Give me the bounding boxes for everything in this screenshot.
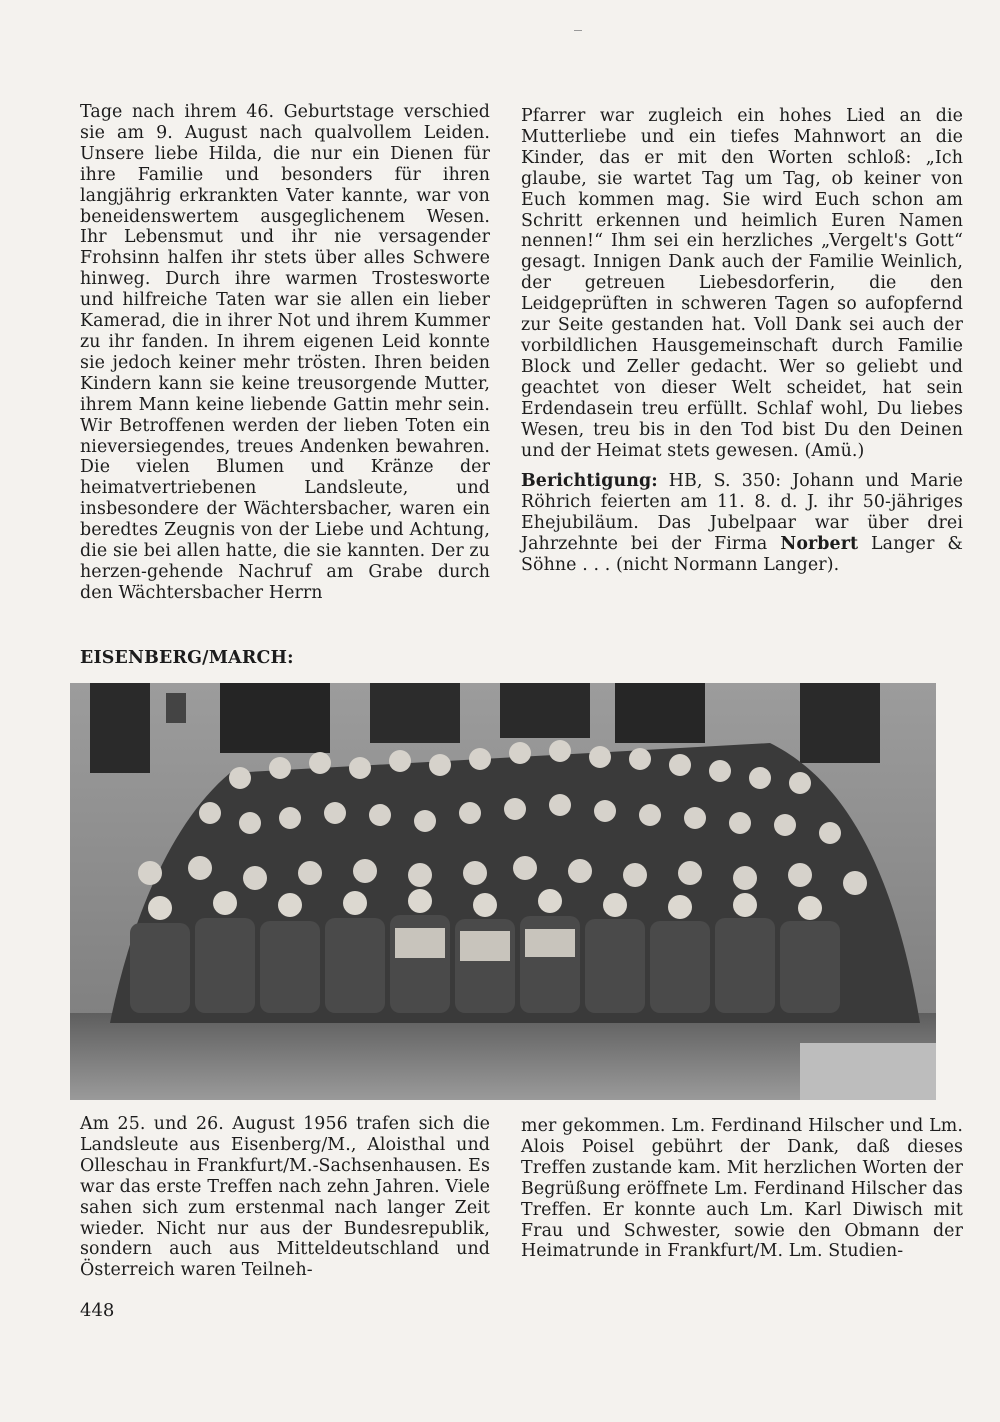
meeting-column-left (80, 1114, 490, 1281)
group-photo-icon (70, 683, 936, 1100)
obituary-column-left (80, 102, 490, 604)
scan-mark (574, 30, 582, 31)
obituary-column-right (521, 106, 963, 576)
obituary-text-right: Pfarrer war zugleich ein hohes Lied an die Mutterliebe und ein tiefes Mahnwort an die Kinder, das er mit den Worten schloß: „Ich glaube, sie wartet Tag um Tag, ob keiner von Euch kommen mag. Sie wird Euch schon am Schritt erkennen und heimlich Euren Namen nennen!“ Ihm sei ein herzliches „Vergelt's Gott“ gesagt. Innigen Dank auch der Familie Weinlich, der getreuen Liebesdorferin, die den Leidgeprüften in schweren Tagen so aufopfernd zur Seite gestanden hat. Voll Dank sei auch der vorbildlichen Hausgemeinschaft durch Familie Block und Zeller gedacht. Wer so geliebt und geachtet von dieser Welt scheidet, hat sein Erdendasein treu erfüllt. Schlaf wohl, Du liebes Wesen, treu bis in den Tod bist Du den Deinen und der Heimat stets gewesen. (Amü.) (521, 106, 963, 461)
meeting-column-right (521, 1116, 963, 1262)
section-heading: EISENBERG/MARCH: (80, 648, 294, 668)
correction-firm-name: Norbert (780, 534, 859, 555)
meeting-text-right: mer gekommen. Lm. Ferdinand Hilscher und Lm. Alois Poisel gebührt der Dank, daß dieses Treffen zustande kam. Mit herzlichen Worten der Begrüßung eröffnete Lm. Ferdinand Hilscher das Treffen. Er konnte auch Lm. Karl Diwisch mit Frau und Schwester, sowie den Obmann der Heimatrunde in Frankfurt/M. Lm. Studien- (521, 1116, 963, 1262)
correction-text-a: HB, S. 350: Johann und Marie Röhrich feierten am 11. 8. d. J. ihr 50-jähriges Ehejubiläum. Das Jubelpaar war über drei Jahrzehnte bei der Firma (521, 471, 963, 555)
meeting-text-left: Am 25. und 26. August 1956 trafen sich die Landsleute aus Eisenberg/M., Aloisthal und Olleschau in Frankfurt/M.-Sachsenhausen. Es war das erste Treffen nach zehn Jahren. Viele sahen sich zum erstenmal nach langer Zeit wieder. Nicht nur aus der Bundesrepublik, sondern auch aus Mitteldeutschland und Österreich waren Teilneh- (80, 1114, 490, 1281)
obituary-text-left: Tage nach ihrem 46. Geburtstage verschied sie am 9. August nach qualvollem Leiden. Unsere liebe Hilda, die nur ein Dienen für ihre Familie und besonders für ihren langjährig erkrankten Vater kannte, war von beneidenswertem ausgeglichenem Wesen. Ihr Lebensmut und ihr nie versagender Frohsinn halfen ihr stets über alles Schwere hinweg. Durch ihre warmen Trostesworte und hilfreiche Taten war sie allen ein lieber Kamerad, die in ihrer Not und ihrem Kummer zu ihr fanden. In ihrem eigenen Leid konnte sie jedoch keiner mehr trösten. Ihren beiden Kindern kann sie keine treusorgende Mutter, ihrem Mann keine liebende Gattin mehr sein. Wir Betroffenen werden der lieben Toten ein nieversiegendes, treues Andenken bewahren. Die vielen Blumen und Kränze der heimatvertriebenen Landsleute, und insbesondere der Wächtersbacher, waren ein beredtes Zeugnis von der Liebe und Achtung, die sie bei allen hatte, die sie kannten. Der zu herzen-gehende Nachruf am Grabe durch den Wächtersbacher Herrn (80, 102, 490, 603)
page-number: 448 (80, 1300, 115, 1321)
correction-label: Berichtigung: (521, 471, 658, 492)
correction-notice (521, 471, 963, 576)
correction-text-b: Langer & Söhne . . . (nicht Normann Langer). (521, 534, 963, 576)
